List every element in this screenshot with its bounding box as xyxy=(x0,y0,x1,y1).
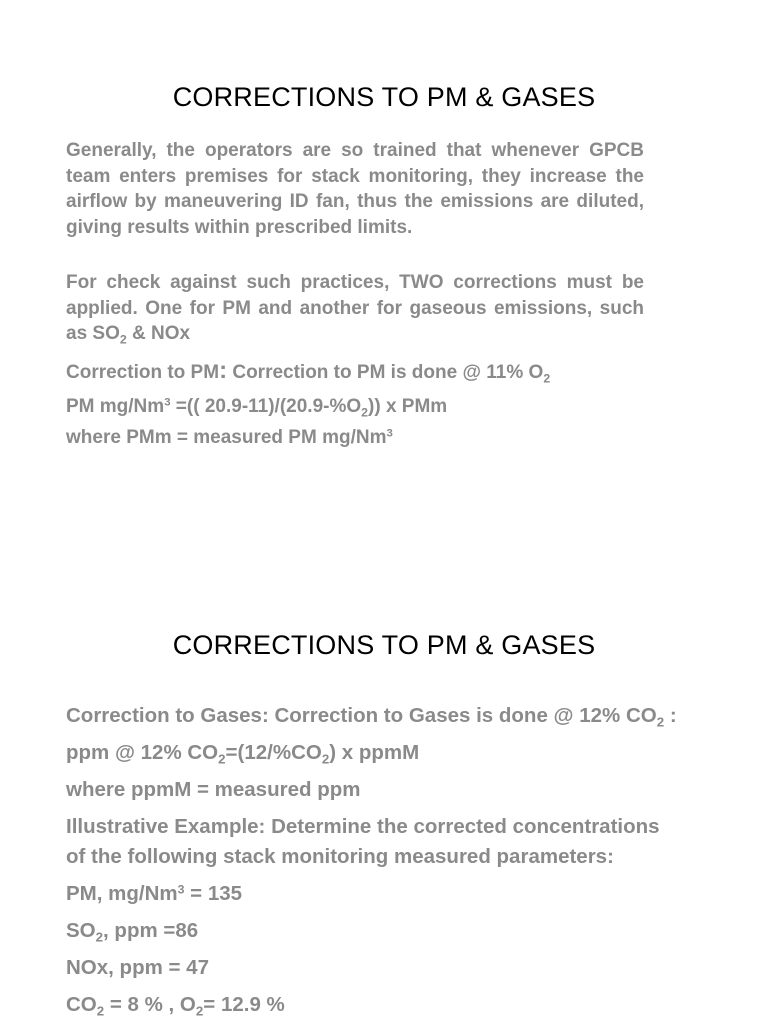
subscript: 2 xyxy=(218,751,226,767)
where-text: where PMm = measured PM mg/Nm xyxy=(66,427,387,448)
param-label: PM, mg/Nm xyxy=(66,882,178,905)
example-heading-line-2: of the following stack monitoring measured parameters: xyxy=(66,845,614,868)
slide-gas-corrections xyxy=(0,600,768,1024)
superscript: 3 xyxy=(164,396,171,409)
gas-where-line: where ppmM = measured ppm xyxy=(66,778,361,801)
pm-correction-label: Correction to PM xyxy=(66,362,220,383)
gas-correction-line xyxy=(66,704,677,728)
param-value: , ppm =86 xyxy=(103,919,199,942)
param-value: = 8 % , O xyxy=(104,993,196,1016)
param-nox: NOx, ppm = 47 xyxy=(66,956,209,979)
slide-title: CORRECTIONS TO PM & GASES xyxy=(172,82,596,112)
param-so2 xyxy=(66,919,198,943)
param-value: = 12.9 % xyxy=(203,993,285,1016)
gas-formula xyxy=(66,741,419,765)
subscript: 2 xyxy=(195,1003,204,1019)
formula-part: PM mg/Nm xyxy=(66,396,165,417)
subscript: 2 xyxy=(95,929,104,945)
formula-part: =(12/%CO xyxy=(225,741,322,764)
subscript: 2 xyxy=(656,714,665,730)
example-heading-line-1: Illustrative Example: Determine the corrected concentrations xyxy=(66,815,660,838)
intro-paragraph: Generally, the operators are so trained that whenever GPCB team enters premises for stack monitoring, they increase the airflow by maneuvering ID fan, thus the emissions are diluted, giving results within prescribed limits. xyxy=(66,140,644,238)
corrections-text: For check against such practices, TWO corrections must be applied. One for PM and another for gaseous emissions, such as SO xyxy=(66,272,644,344)
subscript: 2 xyxy=(543,371,551,386)
formula-part: =(( 20.9-11)/(20.9-%O xyxy=(170,396,362,417)
pm-correction-text: Correction to PM is done @ 11% O xyxy=(227,362,544,383)
pm-correction-line xyxy=(66,357,551,386)
subscript: 2 xyxy=(361,405,369,420)
param-co2-o2 xyxy=(66,993,285,1017)
colon: : xyxy=(219,357,228,384)
param-label: CO xyxy=(66,993,97,1016)
superscript: 3 xyxy=(386,427,393,440)
param-label: SO xyxy=(66,919,96,942)
formula-part: )) x PMm xyxy=(368,396,448,417)
pm-formula xyxy=(66,396,447,418)
param-pm xyxy=(66,882,242,906)
pm-where-line xyxy=(66,427,393,449)
formula-part: ) x ppmM xyxy=(329,741,420,764)
param-value: = 135 xyxy=(184,882,243,905)
subscript: 2 xyxy=(119,332,127,347)
superscript: 3 xyxy=(177,882,185,897)
formula-part: ppm @ 12% CO xyxy=(66,741,219,764)
subscript: 2 xyxy=(96,1003,105,1019)
gas-correction-colon: : xyxy=(664,704,677,727)
corrections-paragraph xyxy=(66,270,644,347)
subscript: 2 xyxy=(321,751,330,767)
gas-correction-text: Correction to Gases: Correction to Gases is done @ 12% CO xyxy=(66,704,657,727)
slide-title: CORRECTIONS TO PM & GASES xyxy=(172,630,596,660)
corrections-text-end: & NOx xyxy=(126,323,191,344)
